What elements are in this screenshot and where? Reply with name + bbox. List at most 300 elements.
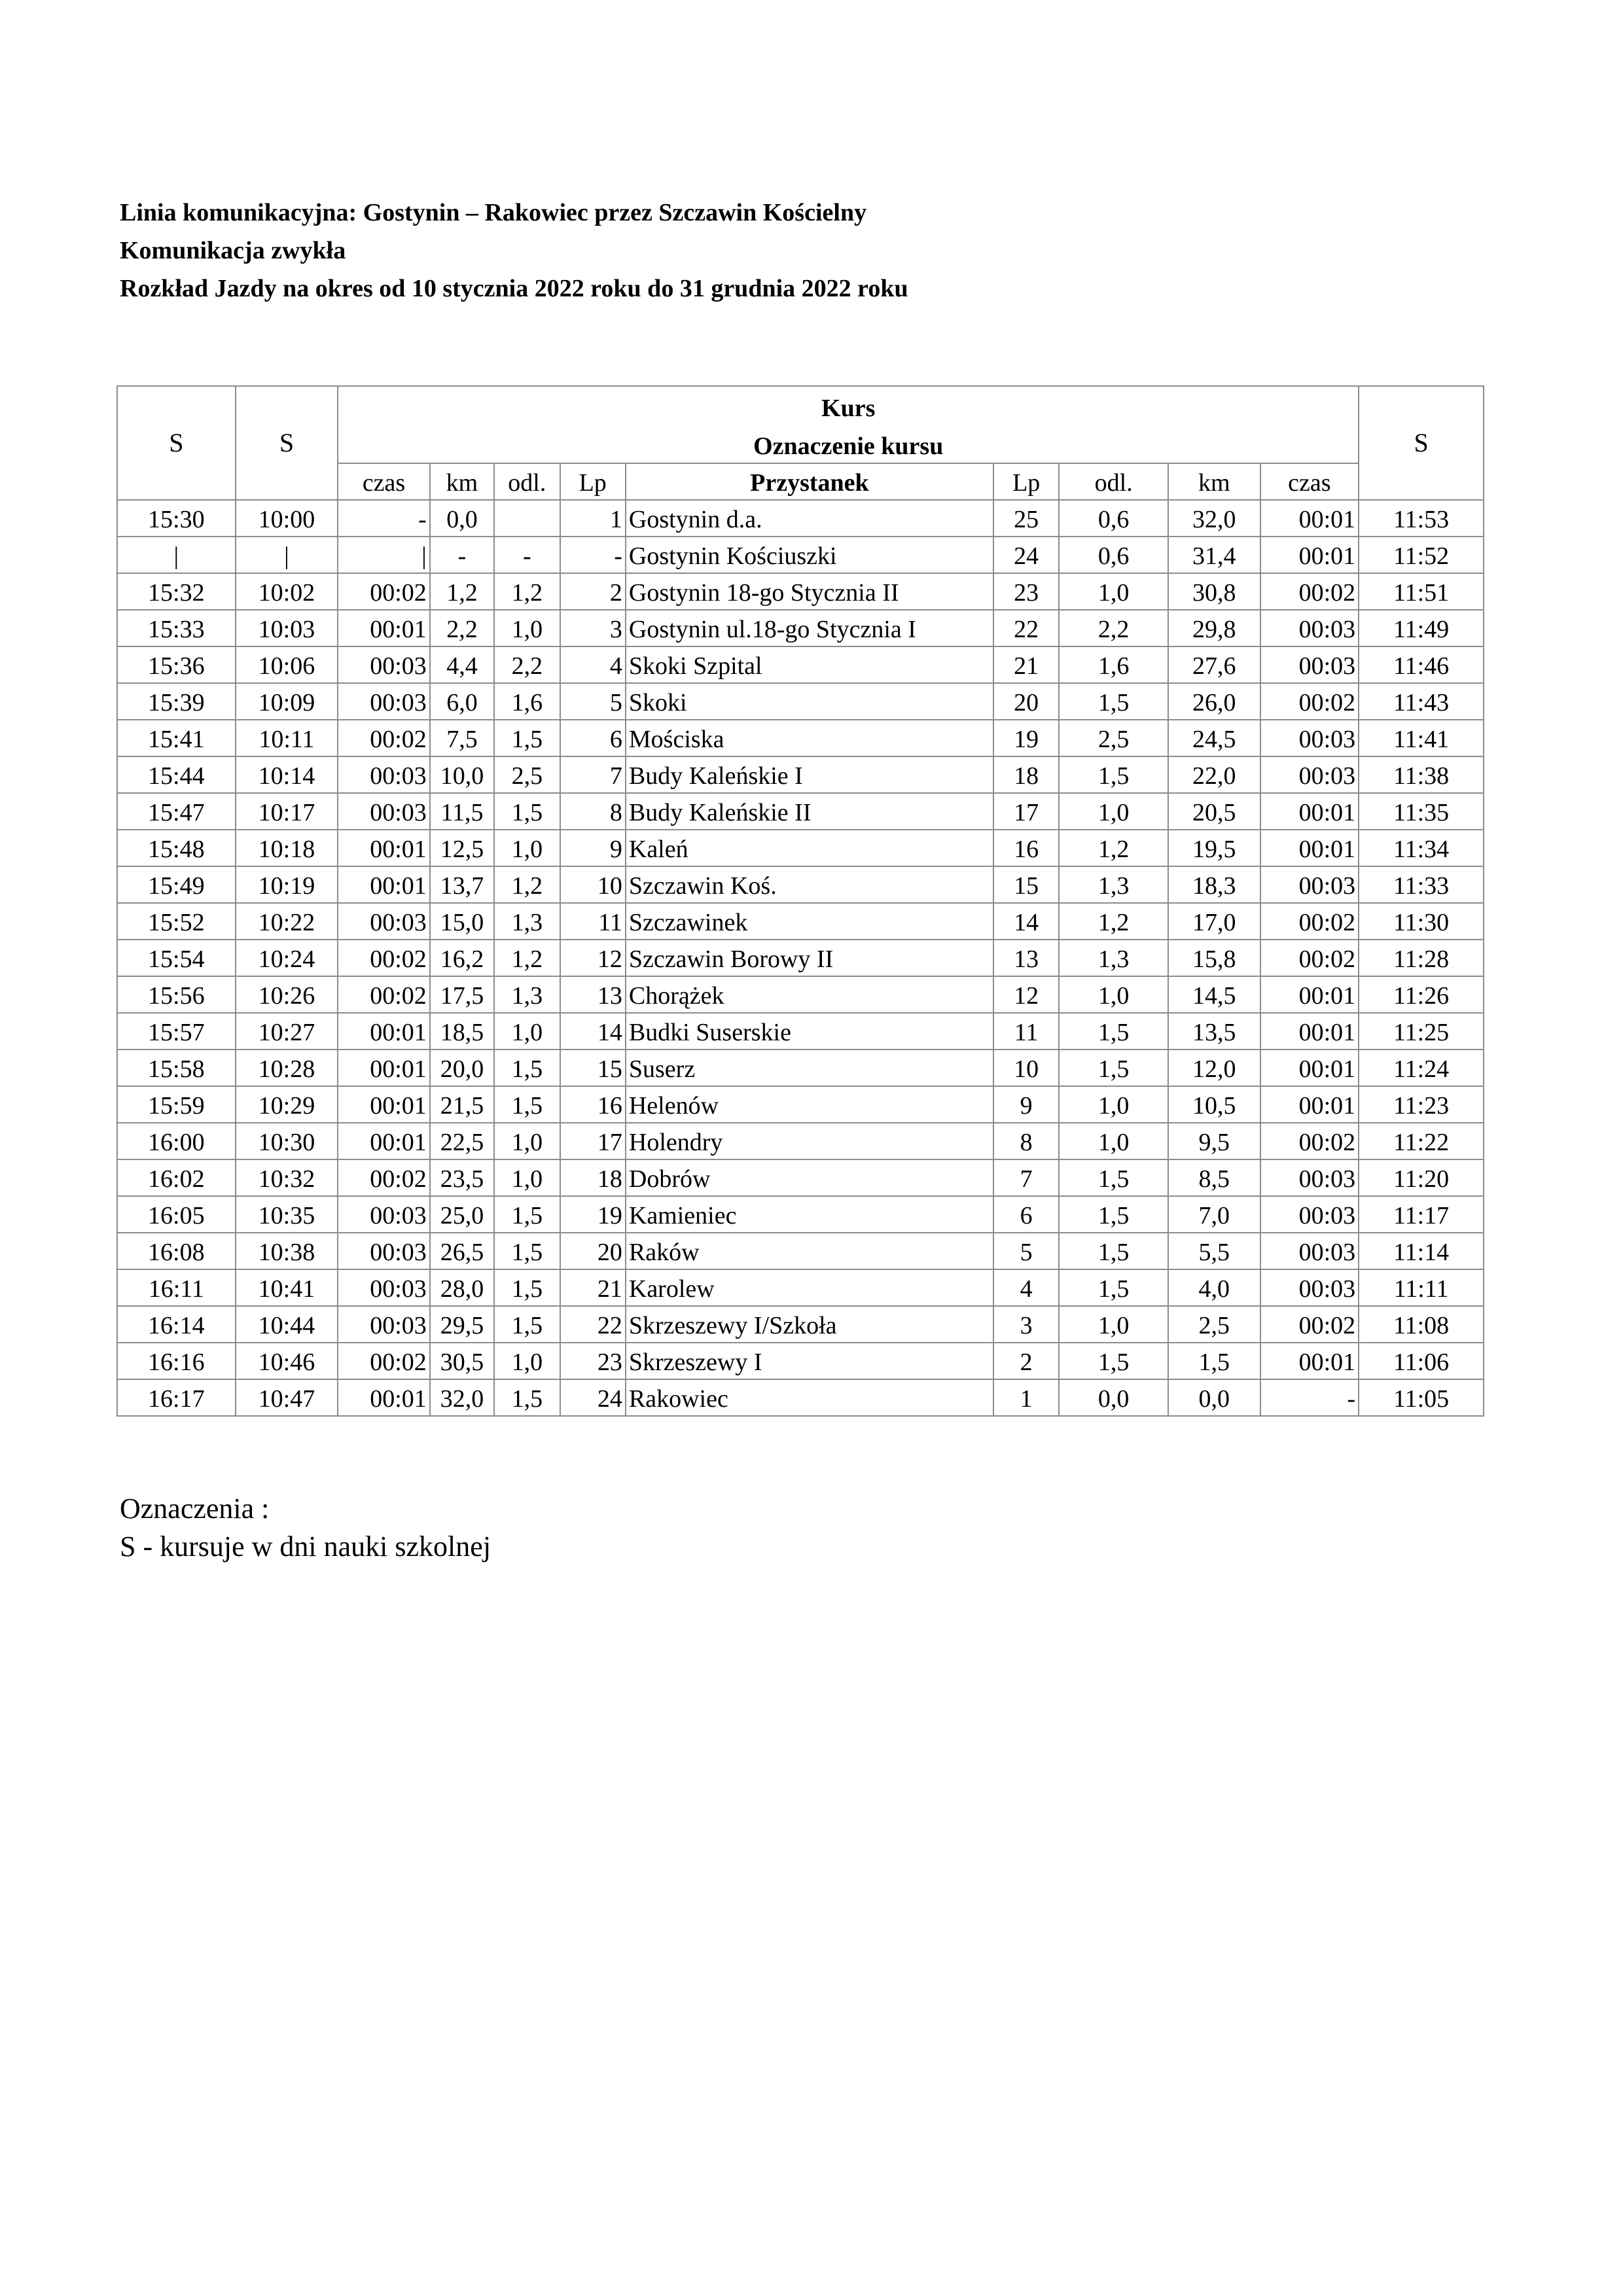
- cell-czas: 00:03: [338, 756, 430, 793]
- cell-czas: 00:03: [338, 793, 430, 830]
- cell-departure-s2: 10:03: [236, 610, 338, 646]
- cell-odl-return: 1,5: [1059, 1196, 1168, 1233]
- cell-km-return: 13,5: [1168, 1013, 1260, 1050]
- cell-przystanek: Szczawinek: [626, 903, 993, 940]
- cell-km: 16,2: [430, 940, 494, 976]
- cell-przystanek: Dobrów: [626, 1159, 993, 1196]
- cell-lp-return: 15: [993, 866, 1059, 903]
- cell-odl-return: 1,5: [1059, 1233, 1168, 1269]
- cell-departure-s3: 11:52: [1359, 537, 1484, 573]
- col-header-s1: S: [117, 386, 236, 500]
- cell-departure-s1: 15:54: [117, 940, 236, 976]
- table-row: [117, 537, 1484, 573]
- cell-czas-return: 00:01: [1260, 1343, 1359, 1379]
- cell-lp: 13: [560, 976, 626, 1013]
- cell-departure-s3: 11:35: [1359, 793, 1484, 830]
- cell-odl-return: 0,6: [1059, 500, 1168, 537]
- cell-przystanek: Budy Kaleńskie II: [626, 793, 993, 830]
- cell-departure-s3: 11:33: [1359, 866, 1484, 903]
- cell-departure-s3: 11:28: [1359, 940, 1484, 976]
- cell-departure-s2: 10:09: [236, 683, 338, 720]
- cell-km-return: 29,8: [1168, 610, 1260, 646]
- table-row: [117, 1379, 1484, 1416]
- cell-odl-return: 1,3: [1059, 940, 1168, 976]
- cell-departure-s1: 15:41: [117, 720, 236, 756]
- cell-departure-s1: 15:58: [117, 1050, 236, 1086]
- cell-lp-return: 2: [993, 1343, 1059, 1379]
- cell-lp-return: 1: [993, 1379, 1059, 1416]
- cell-czas: 00:01: [338, 1123, 430, 1159]
- cell-odl-return: 1,5: [1059, 1050, 1168, 1086]
- table-row: [117, 646, 1484, 683]
- cell-lp: 6: [560, 720, 626, 756]
- cell-czas: 00:02: [338, 940, 430, 976]
- cell-odl: 1,2: [494, 940, 560, 976]
- cell-czas: 00:03: [338, 903, 430, 940]
- cell-lp-return: 17: [993, 793, 1059, 830]
- cell-odl-return: 1,5: [1059, 1159, 1168, 1196]
- cell-km-return: 9,5: [1168, 1123, 1260, 1159]
- cell-czas: 00:03: [338, 1306, 430, 1343]
- cell-czas-return: 00:03: [1260, 866, 1359, 903]
- cell-odl: 1,5: [494, 720, 560, 756]
- cell-departure-s3: 11:26: [1359, 976, 1484, 1013]
- cell-odl: 1,0: [494, 610, 560, 646]
- cell-km: 6,0: [430, 683, 494, 720]
- cell-przystanek: Karolew: [626, 1269, 993, 1306]
- cell-lp-return: 23: [993, 573, 1059, 610]
- cell-lp: -: [560, 537, 626, 573]
- cell-czas: 00:02: [338, 573, 430, 610]
- cell-lp: 8: [560, 793, 626, 830]
- cell-km: 17,5: [430, 976, 494, 1013]
- cell-czas: 00:03: [338, 646, 430, 683]
- cell-departure-s3: 11:05: [1359, 1379, 1484, 1416]
- cell-departure-s1: 15:44: [117, 756, 236, 793]
- cell-departure-s3: 11:34: [1359, 830, 1484, 866]
- cell-departure-s3: 11:49: [1359, 610, 1484, 646]
- cell-departure-s3: 11:38: [1359, 756, 1484, 793]
- table-row: [117, 1159, 1484, 1196]
- cell-departure-s1: 16:14: [117, 1306, 236, 1343]
- cell-lp: 5: [560, 683, 626, 720]
- cell-departure-s2: 10:02: [236, 573, 338, 610]
- cell-km-return: 24,5: [1168, 720, 1260, 756]
- table-row: [117, 756, 1484, 793]
- cell-departure-s3: 11:41: [1359, 720, 1484, 756]
- cell-przystanek: Kaleń: [626, 830, 993, 866]
- cell-km-return: 0,0: [1168, 1379, 1260, 1416]
- table-row: [117, 940, 1484, 976]
- cell-czas: 00:02: [338, 1159, 430, 1196]
- cell-km: 13,7: [430, 866, 494, 903]
- cell-czas-return: 00:02: [1260, 1123, 1359, 1159]
- cell-departure-s3: 11:23: [1359, 1086, 1484, 1123]
- cell-departure-s2: 10:38: [236, 1233, 338, 1269]
- table-row: [117, 720, 1484, 756]
- cell-czas: 00:01: [338, 1086, 430, 1123]
- cell-departure-s2: 10:00: [236, 500, 338, 537]
- cell-departure-s3: 11:08: [1359, 1306, 1484, 1343]
- cell-przystanek: Holendry: [626, 1123, 993, 1159]
- cell-odl: 1,6: [494, 683, 560, 720]
- cell-km: 11,5: [430, 793, 494, 830]
- cell-czas-return: 00:03: [1260, 1159, 1359, 1196]
- line-title: Linia komunikacyjna: Gostynin – Rakowiec przez Szczawin Kościelny: [120, 199, 867, 226]
- cell-departure-s1: 15:36: [117, 646, 236, 683]
- cell-przystanek: Gostynin d.a.: [626, 500, 993, 537]
- cell-odl-return: 1,5: [1059, 1013, 1168, 1050]
- cell-km-return: 1,5: [1168, 1343, 1260, 1379]
- cell-departure-s2: 10:35: [236, 1196, 338, 1233]
- col-header-odl-return: odl.: [1059, 463, 1168, 500]
- cell-przystanek: Rakowiec: [626, 1379, 993, 1416]
- cell-departure-s1: |: [117, 537, 236, 573]
- cell-czas: 00:01: [338, 1379, 430, 1416]
- col-header-lp-return: Lp: [993, 463, 1059, 500]
- cell-departure-s2: 10:41: [236, 1269, 338, 1306]
- cell-departure-s2: 10:47: [236, 1379, 338, 1416]
- cell-lp: 14: [560, 1013, 626, 1050]
- cell-odl-return: 1,5: [1059, 1343, 1168, 1379]
- cell-km: 12,5: [430, 830, 494, 866]
- cell-czas-return: 00:01: [1260, 1013, 1359, 1050]
- cell-departure-s2: 10:32: [236, 1159, 338, 1196]
- document-header: [120, 194, 1429, 308]
- cell-lp-return: 5: [993, 1233, 1059, 1269]
- cell-lp-return: 20: [993, 683, 1059, 720]
- cell-odl: 1,3: [494, 903, 560, 940]
- cell-czas: 00:01: [338, 830, 430, 866]
- cell-km-return: 10,5: [1168, 1086, 1260, 1123]
- cell-km: 21,5: [430, 1086, 494, 1123]
- cell-przystanek: Gostynin 18-go Stycznia II: [626, 573, 993, 610]
- cell-czas: 00:01: [338, 1050, 430, 1086]
- cell-km-return: 22,0: [1168, 756, 1260, 793]
- cell-departure-s1: 15:39: [117, 683, 236, 720]
- cell-km: 4,4: [430, 646, 494, 683]
- cell-lp-return: 12: [993, 976, 1059, 1013]
- cell-czas: 00:01: [338, 610, 430, 646]
- cell-departure-s3: 11:53: [1359, 500, 1484, 537]
- table-row: [117, 1013, 1484, 1050]
- cell-lp-return: 25: [993, 500, 1059, 537]
- communication-type: Komunikacja zwykła: [120, 237, 346, 264]
- cell-departure-s3: 11:30: [1359, 903, 1484, 940]
- cell-km: 1,2: [430, 573, 494, 610]
- cell-odl-return: 1,0: [1059, 1306, 1168, 1343]
- cell-departure-s3: 11:51: [1359, 573, 1484, 610]
- cell-departure-s2: 10:24: [236, 940, 338, 976]
- cell-odl-return: 1,2: [1059, 903, 1168, 940]
- cell-departure-s2: 10:30: [236, 1123, 338, 1159]
- cell-km: 30,5: [430, 1343, 494, 1379]
- cell-lp: 12: [560, 940, 626, 976]
- col-header-czas-return: czas: [1260, 463, 1359, 500]
- table-row: [117, 573, 1484, 610]
- cell-lp-return: 21: [993, 646, 1059, 683]
- cell-departure-s3: 11:11: [1359, 1269, 1484, 1306]
- cell-departure-s1: 15:57: [117, 1013, 236, 1050]
- cell-lp: 19: [560, 1196, 626, 1233]
- cell-departure-s1: 15:59: [117, 1086, 236, 1123]
- cell-odl-return: 1,5: [1059, 1269, 1168, 1306]
- cell-lp-return: 22: [993, 610, 1059, 646]
- cell-odl-return: 1,0: [1059, 1086, 1168, 1123]
- cell-km: 23,5: [430, 1159, 494, 1196]
- cell-km-return: 18,3: [1168, 866, 1260, 903]
- cell-odl: 1,0: [494, 1123, 560, 1159]
- cell-departure-s3: 11:43: [1359, 683, 1484, 720]
- cell-lp-return: 18: [993, 756, 1059, 793]
- cell-odl: 2,5: [494, 756, 560, 793]
- cell-czas-return: 00:01: [1260, 537, 1359, 573]
- table-row: [117, 610, 1484, 646]
- timetable: [116, 385, 1484, 1417]
- cell-lp: 3: [560, 610, 626, 646]
- kurs-label: Kurs: [338, 386, 1359, 425]
- cell-czas: 00:03: [338, 1233, 430, 1269]
- cell-lp-return: 11: [993, 1013, 1059, 1050]
- cell-odl: 1,2: [494, 866, 560, 903]
- cell-lp-return: 8: [993, 1123, 1059, 1159]
- cell-km-return: 12,0: [1168, 1050, 1260, 1086]
- cell-odl-return: 1,0: [1059, 1123, 1168, 1159]
- cell-odl: 1,5: [494, 1050, 560, 1086]
- cell-czas-return: 00:03: [1260, 756, 1359, 793]
- cell-czas-return: 00:02: [1260, 940, 1359, 976]
- table-row: [117, 683, 1484, 720]
- cell-przystanek: Skoki Szpital: [626, 646, 993, 683]
- cell-lp: 1: [560, 500, 626, 537]
- cell-departure-s3: 11:22: [1359, 1123, 1484, 1159]
- table-row: [117, 793, 1484, 830]
- cell-km-return: 30,8: [1168, 573, 1260, 610]
- cell-odl: 1,0: [494, 1159, 560, 1196]
- cell-lp-return: 6: [993, 1196, 1059, 1233]
- cell-km: 10,0: [430, 756, 494, 793]
- cell-departure-s1: 15:52: [117, 903, 236, 940]
- col-header-km-return: km: [1168, 463, 1260, 500]
- cell-przystanek: Chorążek: [626, 976, 993, 1013]
- cell-odl-return: 1,2: [1059, 830, 1168, 866]
- cell-departure-s2: 10:28: [236, 1050, 338, 1086]
- cell-km: 0,0: [430, 500, 494, 537]
- cell-odl-return: 0,6: [1059, 537, 1168, 573]
- cell-departure-s2: 10:44: [236, 1306, 338, 1343]
- legend-item-s: S - kursuje w dni nauki szkolnej: [120, 1530, 491, 1563]
- cell-lp-return: 24: [993, 537, 1059, 573]
- table-row: [117, 1086, 1484, 1123]
- cell-km-return: 5,5: [1168, 1233, 1260, 1269]
- cell-departure-s3: 11:17: [1359, 1196, 1484, 1233]
- cell-km-return: 26,0: [1168, 683, 1260, 720]
- cell-odl-return: 1,0: [1059, 976, 1168, 1013]
- col-header-odl: odl.: [494, 463, 560, 500]
- cell-przystanek: Szczawin Borowy II: [626, 940, 993, 976]
- cell-departure-s1: 15:30: [117, 500, 236, 537]
- cell-km: 2,2: [430, 610, 494, 646]
- cell-odl: 1,0: [494, 1343, 560, 1379]
- cell-lp-return: 4: [993, 1269, 1059, 1306]
- cell-przystanek: Kamieniec: [626, 1196, 993, 1233]
- cell-km-return: 2,5: [1168, 1306, 1260, 1343]
- cell-czas: 00:01: [338, 866, 430, 903]
- cell-czas-return: 00:02: [1260, 903, 1359, 940]
- cell-lp-return: 16: [993, 830, 1059, 866]
- cell-km-return: 19,5: [1168, 830, 1260, 866]
- cell-departure-s2: 10:14: [236, 756, 338, 793]
- cell-departure-s1: 15:49: [117, 866, 236, 903]
- cell-departure-s2: 10:29: [236, 1086, 338, 1123]
- header-row-kurs: [117, 386, 1484, 425]
- cell-odl-return: 1,0: [1059, 573, 1168, 610]
- cell-lp-return: 13: [993, 940, 1059, 976]
- cell-odl-return: 1,0: [1059, 793, 1168, 830]
- cell-przystanek: Raków: [626, 1233, 993, 1269]
- cell-czas-return: 00:03: [1260, 646, 1359, 683]
- cell-lp: 23: [560, 1343, 626, 1379]
- cell-czas: 00:02: [338, 720, 430, 756]
- col-header-przystanek: Przystanek: [626, 463, 993, 500]
- table-row: [117, 976, 1484, 1013]
- cell-czas-return: 00:02: [1260, 1306, 1359, 1343]
- cell-departure-s3: 11:06: [1359, 1343, 1484, 1379]
- cell-departure-s2: |: [236, 537, 338, 573]
- cell-czas: 00:03: [338, 1269, 430, 1306]
- cell-lp: 2: [560, 573, 626, 610]
- legend-title: Oznaczenia :: [120, 1492, 270, 1525]
- table-row: [117, 500, 1484, 537]
- cell-departure-s3: 11:20: [1359, 1159, 1484, 1196]
- cell-lp: 10: [560, 866, 626, 903]
- table-row: [117, 1050, 1484, 1086]
- col-header-czas: czas: [338, 463, 430, 500]
- table-row: [117, 903, 1484, 940]
- cell-czas-return: 00:01: [1260, 830, 1359, 866]
- cell-odl: 1,3: [494, 976, 560, 1013]
- cell-km: 20,0: [430, 1050, 494, 1086]
- cell-odl: 1,5: [494, 1379, 560, 1416]
- cell-lp: 4: [560, 646, 626, 683]
- cell-odl: 1,5: [494, 1086, 560, 1123]
- cell-lp-return: 7: [993, 1159, 1059, 1196]
- cell-przystanek: Szczawin Koś.: [626, 866, 993, 903]
- cell-odl-return: 2,2: [1059, 610, 1168, 646]
- cell-czas-return: 00:01: [1260, 1086, 1359, 1123]
- cell-czas: 00:03: [338, 683, 430, 720]
- cell-przystanek: Helenów: [626, 1086, 993, 1123]
- cell-czas-return: 00:03: [1260, 1233, 1359, 1269]
- cell-km-return: 27,6: [1168, 646, 1260, 683]
- cell-odl-return: 0,0: [1059, 1379, 1168, 1416]
- col-header-s3: S: [1359, 386, 1484, 500]
- cell-departure-s1: 16:08: [117, 1233, 236, 1269]
- cell-departure-s2: 10:26: [236, 976, 338, 1013]
- cell-departure-s1: 15:33: [117, 610, 236, 646]
- cell-km: -: [430, 537, 494, 573]
- cell-przystanek: Mościska: [626, 720, 993, 756]
- cell-lp-return: 19: [993, 720, 1059, 756]
- cell-przystanek: Budy Kaleńskie I: [626, 756, 993, 793]
- cell-departure-s3: 11:24: [1359, 1050, 1484, 1086]
- cell-lp-return: 14: [993, 903, 1059, 940]
- cell-odl: 1,5: [494, 1196, 560, 1233]
- cell-lp: 15: [560, 1050, 626, 1086]
- cell-km: 18,5: [430, 1013, 494, 1050]
- cell-km-return: 7,0: [1168, 1196, 1260, 1233]
- cell-czas-return: 00:02: [1260, 573, 1359, 610]
- cell-departure-s2: 10:17: [236, 793, 338, 830]
- cell-odl: 1,0: [494, 830, 560, 866]
- cell-odl: 1,5: [494, 1306, 560, 1343]
- cell-departure-s1: 16:05: [117, 1196, 236, 1233]
- cell-czas-return: 00:02: [1260, 683, 1359, 720]
- cell-km-return: 15,8: [1168, 940, 1260, 976]
- cell-czas-return: 00:03: [1260, 1269, 1359, 1306]
- validity-period: Rozkład Jazdy na okres od 10 stycznia 2022 roku do 31 grudnia 2022 roku: [120, 275, 908, 302]
- cell-przystanek: Gostynin ul.18-go Stycznia I: [626, 610, 993, 646]
- cell-km-return: 4,0: [1168, 1269, 1260, 1306]
- cell-departure-s2: 10:22: [236, 903, 338, 940]
- cell-km: 25,0: [430, 1196, 494, 1233]
- cell-km: 32,0: [430, 1379, 494, 1416]
- cell-odl-return: 1,3: [1059, 866, 1168, 903]
- cell-departure-s1: 16:00: [117, 1123, 236, 1159]
- cell-odl-return: 1,5: [1059, 683, 1168, 720]
- cell-departure-s1: 16:16: [117, 1343, 236, 1379]
- cell-departure-s3: 11:14: [1359, 1233, 1484, 1269]
- cell-lp: 20: [560, 1233, 626, 1269]
- cell-departure-s2: 10:06: [236, 646, 338, 683]
- cell-km: 7,5: [430, 720, 494, 756]
- cell-departure-s1: 15:48: [117, 830, 236, 866]
- cell-lp: 16: [560, 1086, 626, 1123]
- cell-km-return: 31,4: [1168, 537, 1260, 573]
- cell-czas-return: 00:03: [1260, 720, 1359, 756]
- cell-czas: 00:02: [338, 976, 430, 1013]
- cell-departure-s1: 16:11: [117, 1269, 236, 1306]
- cell-lp-return: 3: [993, 1306, 1059, 1343]
- col-header-km: km: [430, 463, 494, 500]
- table-row: [117, 1123, 1484, 1159]
- cell-czas-return: 00:01: [1260, 976, 1359, 1013]
- cell-lp: 22: [560, 1306, 626, 1343]
- cell-czas: 00:03: [338, 1196, 430, 1233]
- col-header-s2: S: [236, 386, 338, 500]
- cell-lp-return: 10: [993, 1050, 1059, 1086]
- cell-przystanek: Gostynin Kościuszki: [626, 537, 993, 573]
- cell-lp: 17: [560, 1123, 626, 1159]
- cell-odl: [494, 500, 560, 537]
- cell-departure-s1: 15:47: [117, 793, 236, 830]
- cell-lp: 11: [560, 903, 626, 940]
- cell-departure-s2: 10:18: [236, 830, 338, 866]
- cell-przystanek: Suserz: [626, 1050, 993, 1086]
- cell-departure-s2: 10:27: [236, 1013, 338, 1050]
- table-row: [117, 1233, 1484, 1269]
- cell-czas: 00:01: [338, 1013, 430, 1050]
- cell-km-return: 32,0: [1168, 500, 1260, 537]
- cell-lp: 24: [560, 1379, 626, 1416]
- cell-przystanek: Skrzeszewy I/Szkoła: [626, 1306, 993, 1343]
- cell-odl-return: 2,5: [1059, 720, 1168, 756]
- cell-czas: -: [338, 500, 430, 537]
- cell-km-return: 17,0: [1168, 903, 1260, 940]
- table-row: [117, 1196, 1484, 1233]
- cell-czas-return: 00:01: [1260, 1050, 1359, 1086]
- cell-przystanek: Skoki: [626, 683, 993, 720]
